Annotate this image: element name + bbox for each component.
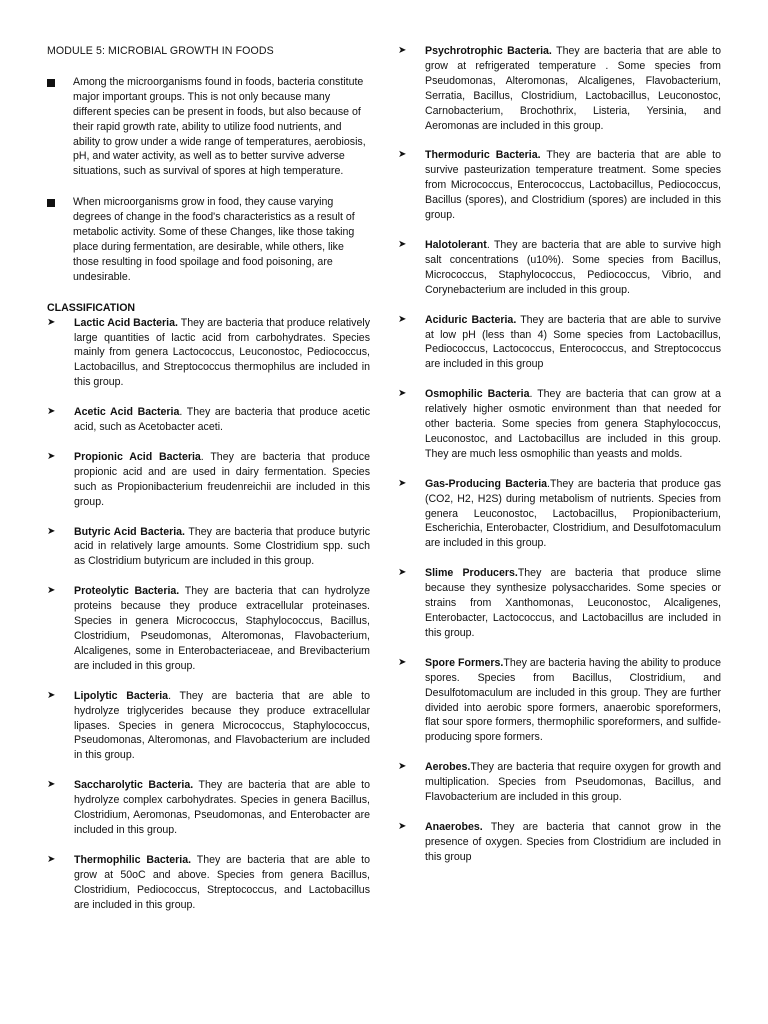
arrow-bullet-icon: ➤	[47, 406, 56, 418]
arrow-bullet-icon: ➤	[398, 313, 407, 325]
classification-entry	[398, 44, 721, 133]
entry-title: Thermophilic Bacteria.	[74, 853, 192, 866]
arrow-bullet-icon: ➤	[47, 779, 56, 791]
intro-paragraph	[47, 195, 370, 284]
arrow-bullet-icon: ➤	[47, 585, 56, 597]
entry-text: They are bacteria that are able to hydrolyze complex carbohydrates. Species in genera Bacillus, Clostridium, Aeromonas, Pseudomonas, and Enterobacter are included in this group.	[74, 779, 370, 836]
classification-entry	[47, 316, 370, 391]
classification-entry	[47, 689, 370, 764]
classification-entry	[47, 450, 370, 510]
entry-title: Halotolerant	[425, 238, 487, 251]
arrow-bullet-icon: ➤	[47, 525, 56, 537]
entry-text: . They are bacteria that produce acetic acid, such as Acetobacter aceti.	[74, 406, 371, 434]
entry-title: Aciduric Bacteria.	[425, 313, 517, 326]
arrow-bullet-icon: ➤	[398, 477, 407, 489]
intro-paragraph	[47, 75, 370, 179]
arrow-bullet-icon: ➤	[398, 567, 407, 579]
square-bullet-icon	[47, 199, 55, 207]
entry-title: Anaerobes.	[425, 820, 483, 833]
entry-title: Propionic Acid Bacteria	[74, 450, 201, 463]
entry-text: . They are bacteria that are able to survive high salt concentrations (u10%). Some species from Bacillus, Micrococcus, Staphylococcus, Pediococcus, Vibrio, and Corynebacterium are included in this group.	[425, 238, 721, 296]
entry-text: They are bacteria that produce slime because they synthesize polysaccharides. Some species or strains from Xanthomonas, Leuconostoc, Alcaligenes, Enterobacter, Lactococcus, and Lactobacillus are included in this group.	[425, 567, 721, 639]
entry-text: They are bacteria that are able to grow at refrigerated temperature . Some species from Pseudomonas, Alteromonas, Alcaligenes, Flavobacterium, Serratia, Bacillus, Clostridium, Lactobacillus, Leuconostoc, Carnobacterium, Brochothrix, Listeria, Yersinia, and Aeromonas are included in this group.	[425, 45, 722, 132]
arrow-bullet-icon: ➤	[398, 820, 407, 832]
entry-title: Lipolytic Bacteria	[74, 689, 169, 702]
arrow-bullet-icon: ➤	[398, 656, 407, 668]
arrow-bullet-icon: ➤	[398, 238, 407, 250]
entry-text: They are bacteria having the ability to produce spores. Species from Bacillus, Clostridium, and Desulfotomaculum are included in this group. They are further divided into aerobic spore formers, anaerobic sporeformers, flat sour spore formers, thermophilic sporeformers, and sulfide-producing spore formers.	[425, 656, 721, 744]
classification-entry	[398, 477, 721, 552]
arrow-bullet-icon: ➤	[47, 853, 56, 865]
classification-entry	[47, 525, 370, 570]
entry-text: .They are bacteria that produce gas (CO2, H2, H2S) during metabolism of nutrients. Species from genera Leuconostoc, Lactobacillus, Propionibacterium, Escherichia, Enterobacter, Clostridium, and Desulfotomaculum are included in this group.	[425, 477, 721, 550]
classification-entry	[398, 656, 721, 745]
classification-entry	[47, 405, 370, 435]
classification-entry	[47, 778, 370, 838]
classification-heading: CLASSIFICATION	[47, 301, 136, 314]
classification-entry	[398, 760, 721, 805]
intro-text: When microorganisms grow in food, they cause varying degrees of change in the food's characteristics as a result of metabolic activity. Some of these Changes, like those taking place during fermentation, are desirable, while others, like those resulting in food spoilage and food poisoning, are undesirable.	[73, 196, 355, 283]
classification-entry	[47, 584, 370, 673]
module-title: MODULE 5: MICROBIAL GROWTH IN FOODS	[47, 45, 274, 57]
entry-title: Spore Formers.	[425, 656, 504, 669]
entry-title: Lactic Acid Bacteria.	[74, 316, 178, 329]
arrow-bullet-icon: ➤	[398, 388, 407, 400]
entry-text: . They are bacteria that are able to hydrolyze triglycerides because they produce extracellular lipases. Species in genera Micrococcus, Staphylococcus, Pseudomonas, Alteromonas, and Flavobacterium are included in this group.	[74, 689, 370, 762]
entry-title: Gas-Producing Bacteria	[425, 477, 548, 490]
classification-entry	[398, 148, 721, 223]
entry-text: They are bacteria that cannot grow in the presence of oxygen. Species from Clostridium are included in this group	[425, 820, 721, 863]
entry-text: They are bacteria that are able to survive at low pH (less than 4) Some species from Lactobacillus, Pediococcus, Lactococcus, Enterococcus, and Streptococcus are included in this group	[425, 313, 721, 371]
entry-text: . They are bacteria that can grow at a relatively higher osmotic environment than that needed for other bacteria. Some species from genera Staphylococcus, Leuconostoc, and Lactobacillus are included in this group. They are much less osmophilic than yeasts and molds.	[425, 388, 721, 460]
entry-text: They are bacteria that require oxygen for growth and multiplication. Species from Pseudomonas, Bacillus, and Flavobacterium are included in this group.	[425, 761, 721, 804]
classification-entry	[47, 853, 370, 913]
entry-title: Proteolytic Bacteria.	[74, 585, 180, 598]
entry-title: Aerobes.	[425, 761, 471, 774]
entry-text: They are bacteria that are able to grow at 50oC and above. Species from genera Bacillus, Clostridium, Pediococcus, Streptococcus, and Lactobacillus are included in this group.	[74, 853, 370, 911]
right-column	[398, 44, 721, 880]
arrow-bullet-icon: ➤	[47, 450, 56, 462]
classification-entry	[398, 387, 721, 462]
intro-text: Among the microorganisms found in foods, bacteria constitute major important groups. This is not only because many different species can be present in foods, but also because of their rapid growth rate, ability to utilize food nutrients, and ability to grow under a wide range of temperatures, aerobiosis, pH, and water activity, as well as to better survive adverse situations, such as survival of spores at high temperature.	[73, 75, 366, 178]
arrow-bullet-icon: ➤	[398, 761, 407, 773]
arrow-bullet-icon: ➤	[398, 45, 407, 56]
arrow-bullet-icon: ➤	[47, 689, 56, 701]
arrow-bullet-icon: ➤	[398, 149, 407, 161]
entry-text: They are bacteria that produce butyric acid in relatively large amounts. Some Clostridium spp. such as Clostridium butyricum are included in this group.	[74, 525, 370, 568]
square-bullet-icon	[47, 79, 55, 87]
entry-title: Osmophilic Bacteria	[425, 388, 530, 401]
entry-title: Psychrotrophic Bacteria.	[425, 45, 552, 57]
classification-entry	[398, 238, 721, 298]
classification-entry	[398, 566, 721, 641]
entry-text: They are bacteria that are able to survive pasteurization temperature treatment. Some species from Micrococcus, Enterococcus, Lactobacillus, Pediococcus, Bacillus (spores), and Clostridium (spores) are included in this group.	[425, 149, 721, 222]
entry-title: Thermoduric Bacteria.	[425, 149, 541, 162]
classification-entry	[398, 313, 721, 373]
left-column	[47, 44, 370, 928]
entry-title: Slime Producers.	[425, 567, 518, 580]
classification-entry	[398, 820, 721, 865]
entry-title: Butyric Acid Bacteria.	[74, 525, 185, 538]
entry-title: Saccharolytic Bacteria.	[74, 779, 194, 792]
arrow-bullet-icon: ➤	[47, 316, 56, 328]
entry-text: . They are bacteria that produce propionic acid and are used in dairy fermentation. Species such as Propionibacterium freudenreichii are included in this group.	[74, 450, 370, 508]
entry-text: They are bacteria that produce relatively large quantities of lactic acid from carbohydrates. Species mainly from genera Lactococcus, Leuconostoc, Pediococcus, Lactobacillus, and Streptococcus thermophilus are included in this group.	[74, 316, 370, 389]
entry-text: They are bacteria that can hydrolyze proteins because they produce extracellular proteinases. Species in genera Micrococcus, Staphylococcus, Bacillus, Clostridium, Pseudomonas, Alteromonas, Flavobacterium, Alcaligenes, some in Enterobacteriaceae, and Brevibacterium are included in this group.	[74, 585, 371, 672]
entry-title: Acetic Acid Bacteria	[74, 406, 180, 419]
